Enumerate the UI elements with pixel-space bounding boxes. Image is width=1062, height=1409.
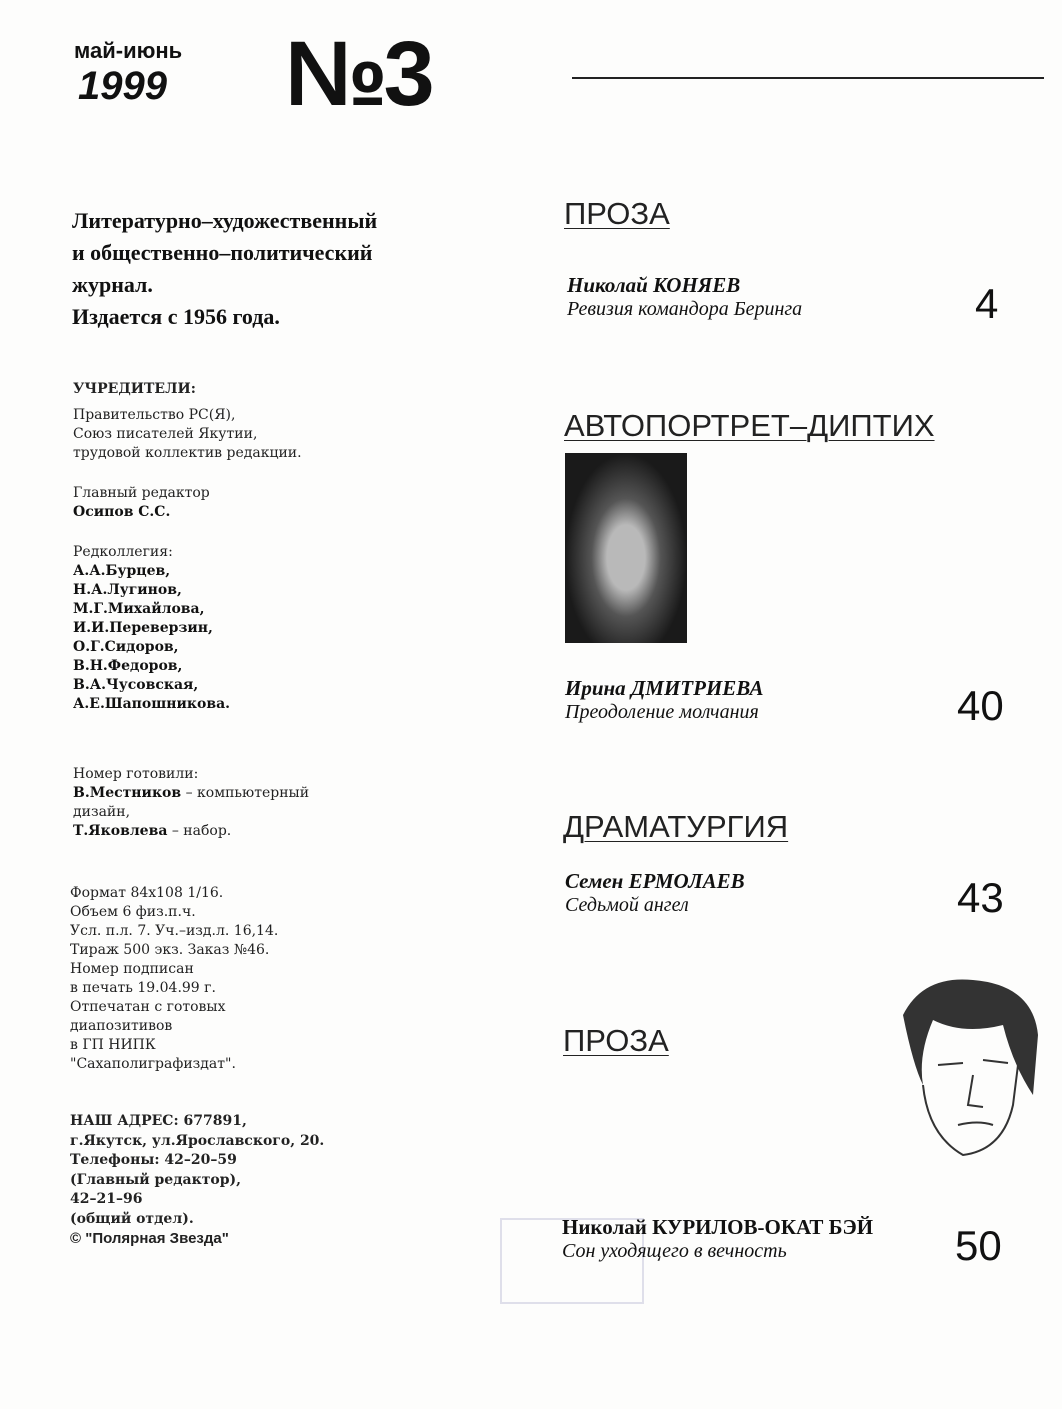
board-member: И.И.Переверзин, — [73, 620, 213, 636]
typist-role: – набор. — [167, 823, 232, 839]
address-line: (общий отдел). — [70, 1210, 194, 1227]
address-line: 42–21–96 — [70, 1191, 143, 1207]
imprint-line: в ГП НИПК — [70, 1037, 156, 1053]
board-label: Редколлегия: — [73, 544, 173, 560]
author-first: Николай — [567, 273, 654, 297]
desc-line: Литературно–художественный — [72, 208, 378, 233]
imprint-line: Усл. п.л. 7. Уч.–изд.л. 16,14. — [70, 923, 279, 939]
board-member: В.А.Чусовская, — [73, 677, 199, 693]
author-photo — [565, 453, 687, 643]
author-first: Семен — [565, 869, 629, 893]
address-line: Телефоны: 42–20–59 — [70, 1152, 237, 1168]
copyright: © "Полярная Звезда" — [70, 1230, 229, 1247]
issue-year: 1999 — [78, 64, 167, 108]
address-line: (Главный редактор), — [70, 1171, 242, 1188]
imprint-line: диапозитивов — [70, 1018, 173, 1034]
designer-role: – компьютерный дизайн, — [73, 785, 310, 820]
founder: Правительство РС(Я), — [73, 407, 236, 423]
work-title: Преодоление молчания — [565, 701, 759, 723]
work-title: Ревизия командора Беринга — [567, 298, 803, 320]
contents-entry[interactable] — [567, 273, 802, 321]
editor-name: Осипов С.С. — [73, 504, 171, 520]
founder: трудовой коллектив редакции. — [73, 445, 302, 461]
page-number: 4 — [975, 280, 999, 327]
founders-heading: УЧРЕДИТЕЛИ: — [73, 381, 196, 397]
contents-entry[interactable] — [562, 1215, 873, 1263]
contents-entry[interactable] — [565, 676, 764, 724]
section-heading: ПРОЗА — [563, 1023, 669, 1058]
address-line: г.Якутск, ул.Ярославского, 20. — [70, 1132, 325, 1149]
board-member: Н.А.Лугинов, — [73, 582, 182, 598]
board-member: А.А.Бурцев, — [73, 563, 171, 579]
work-title: Седьмой ангел — [565, 894, 689, 916]
section-heading: АВТОПОРТРЕТ–ДИПТИХ — [564, 408, 935, 443]
header-rule — [572, 77, 1044, 79]
author-first: Ирина — [565, 676, 631, 700]
founder: Союз писателей Якутии, — [73, 426, 258, 442]
editorial-board — [73, 543, 230, 714]
editor — [73, 484, 210, 522]
work-title: Сон уходящего в вечность — [562, 1240, 787, 1262]
imprint-line: Формат 84x108 1/16. — [70, 885, 224, 901]
author-first: Николай — [562, 1215, 653, 1239]
page-number: 43 — [957, 874, 1004, 921]
section-heading: ДРАМАТУРГИЯ — [563, 809, 789, 844]
contents-entry[interactable] — [565, 869, 745, 917]
prepared-label: Номер готовили: — [73, 766, 199, 782]
imprint — [70, 884, 278, 1074]
imprint-line: Объем 6 физ.п.ч. — [70, 904, 196, 920]
desc-line: и общественно–политический — [72, 240, 373, 265]
desc-line: журнал. — [72, 272, 153, 297]
author-last: ДМИТРИЕВА — [630, 676, 764, 700]
board-member: В.Н.Федоров, — [73, 658, 183, 674]
imprint-line: Тираж 500 экз. Заказ №46. — [70, 942, 270, 958]
issue-number: №3 — [285, 23, 431, 125]
address-line: НАШ АДРЕС: 677891, — [70, 1113, 247, 1129]
designer-name: В.Местников — [73, 785, 182, 801]
board-member: М.Г.Михайлова, — [73, 601, 205, 617]
page-number: 50 — [955, 1222, 1002, 1269]
imprint-line: в печать 19.04.99 г. — [70, 980, 216, 996]
imprint-line: Отпечатан с готовых — [70, 999, 226, 1015]
imprint-line: "Сахаполиграфиздат". — [70, 1056, 236, 1072]
journal-description — [72, 205, 377, 333]
author-last: КУРИЛОВ-ОКАТ БЭЙ — [652, 1215, 874, 1239]
board-member: О.Г.Сидоров, — [73, 639, 179, 655]
typist-name: Т.Яковлева — [73, 823, 168, 839]
section-heading: ПРОЗА — [564, 196, 670, 231]
prepared-by — [73, 765, 313, 841]
editor-label: Главный редактор — [73, 485, 210, 501]
board-member: А.Е.Шапошникова. — [73, 696, 231, 712]
page-number: 40 — [957, 682, 1004, 729]
author-last: ЕРМОЛАЕВ — [628, 869, 745, 893]
author-last: КОНЯЕВ — [653, 273, 741, 297]
founders — [73, 380, 302, 463]
desc-line: Издается с 1956 года. — [72, 304, 280, 329]
address — [70, 1112, 324, 1249]
imprint-line: Номер подписан — [70, 961, 194, 977]
author-portrait-sketch — [893, 975, 1043, 1175]
issue-month: май-июнь — [74, 38, 183, 63]
